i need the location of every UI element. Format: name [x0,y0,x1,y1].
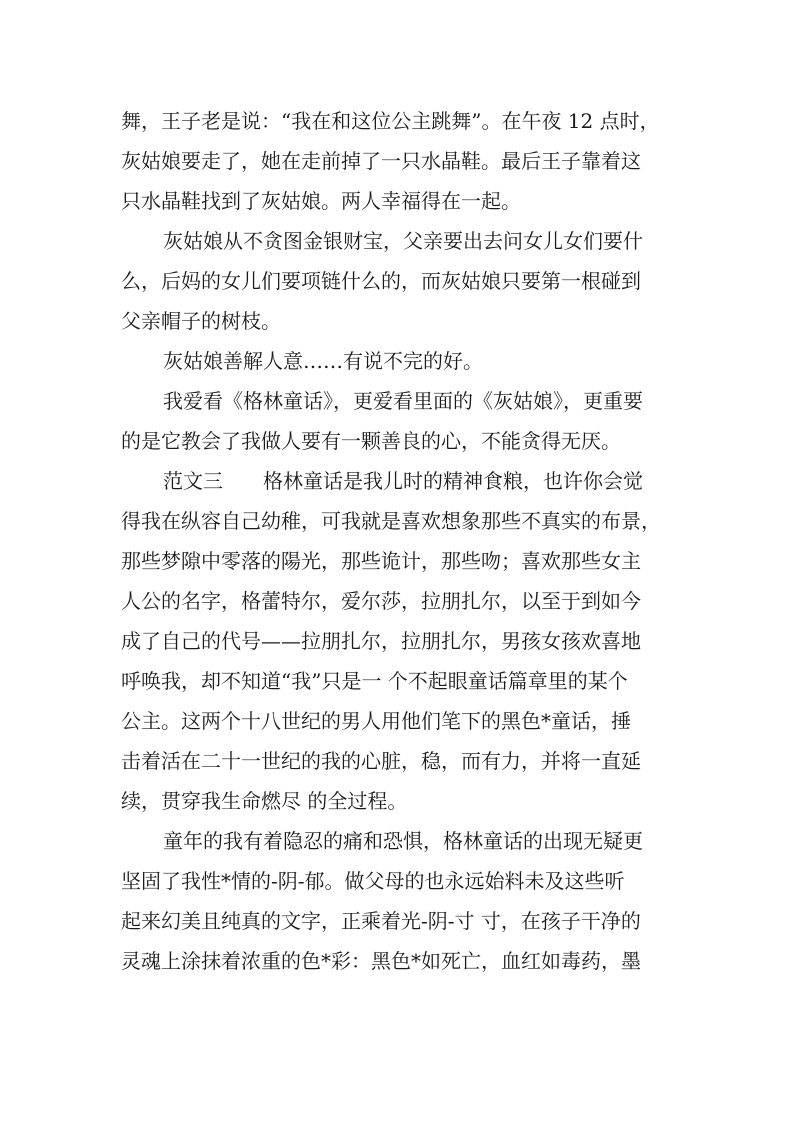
paragraph [121,381,681,461]
paragraph [121,221,681,341]
paragraph [121,101,681,221]
text-line: 续，贯穿我生命燃尽 的全过程。 [121,789,408,813]
text-line: 公主。这两个十八世纪的男人用他们笔下的黑色*童话，捶 [121,709,631,733]
text-line: 得我在纵容自己幼稚，可我就是喜欢想象那些不真实的布景， [121,509,661,533]
text-line: 灵魂上涂抹着浓重的色*彩：黑色*如死亡，血红如毒药，墨 [121,949,641,973]
body-text [121,101,681,981]
text-line: 人公的名字，格蕾特尔，爱尔莎，拉朋扎尔，以至于到如今 [121,589,641,613]
text-line: 灰姑娘善解人意……有说不完的好。 [163,349,483,373]
text-line: 灰姑娘从不贪图金银财宝，父亲要出去问女儿女们要什 [163,229,643,253]
text-line: 呼唤我，却不知道“我”只是一 个不起眼童话篇章里的某个 [121,669,628,693]
text-line: 童年的我有着隐忍的痛和恐惧，格林童话的出现无疑更 [163,829,643,853]
text-line: 击着活在二十一世纪的我的心脏，稳，而有力，并将一直延 [121,749,641,773]
paragraph [121,821,681,981]
text-line: 那些梦隙中零落的陽光，那些诡计，那些吻；喜欢那些女主 [121,549,641,573]
text-line: 起来幻美且纯真的文字，正乘着光-阴-寸 寸，在孩子干净的 [121,909,641,933]
text-line: 范文三 格林童话是我儿时的精神食粮，也许你会觉 [163,469,643,493]
text-line: 灰姑娘要走了，她在走前掉了一只水晶鞋。最后王子靠着这 [121,149,641,173]
text-line: 舞，王子老是说：“我在和这位公主跳舞”。在午夜 12 点时， [121,109,660,133]
paragraph [121,341,681,381]
text-line: 的是它教会了我做人要有一颗善良的心，不能贪得无厌。 [121,429,621,453]
text-line: 我爱看《格林童话》，更爱看里面的《灰姑娘》，更重要 [163,389,643,413]
text-line: 坚固了我性*情的-阴-郁。做父母的也永远始料未及这些听 [121,869,625,893]
text-line: 只水晶鞋找到了灰姑娘。两人幸福得在一起。 [121,189,521,213]
text-line: 成了自己的代号——拉朋扎尔，拉朋扎尔，男孩女孩欢喜地 [121,629,641,653]
text-line: 父亲帽子的树枝。 [121,309,281,333]
paragraph [121,461,681,821]
text-line: 么，后妈的女儿们要项链什么的，而灰姑娘只要第一根碰到 [121,269,641,293]
